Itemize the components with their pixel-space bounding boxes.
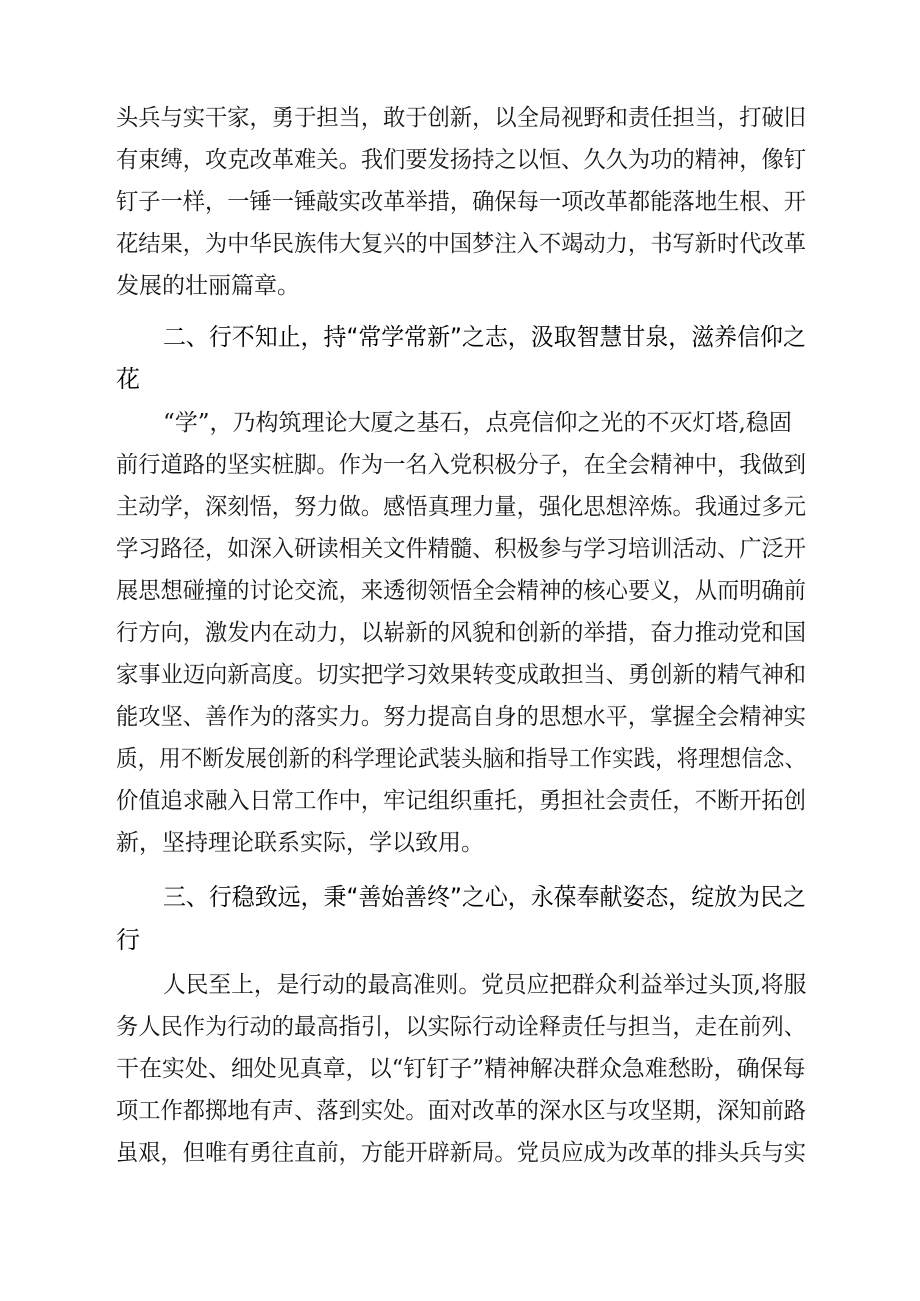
paragraph-line: 能攻坚、善作为的落实力。努力提高自身的思想水平，掌握全会精神实 xyxy=(116,704,806,730)
paragraph-line: 新，坚持理论联系实际，学以致用。 xyxy=(116,830,484,856)
paragraph-line: 钉子一样，一锤一锤敲实改革举措，确保每一项改革都能落地生根、开 xyxy=(116,189,806,215)
heading-line: 花 xyxy=(116,365,140,393)
paragraph-line: 项工作都掷地有声、落到实处。面对改革的深水区与攻坚期，深知前路 xyxy=(116,1098,806,1124)
paragraph-line: 花结果，为中华民族伟大复兴的中国梦注入不竭动力，书写新时代改革 xyxy=(116,231,806,257)
paragraph-line: 虽艰，但唯有勇往直前，方能开辟新局。党员应成为改革的排头兵与实 xyxy=(116,1140,806,1166)
paragraph-line: 人民至上，是行动的最高准则。党员应把群众利益举过头顶,将服 xyxy=(163,972,807,998)
paragraph-line: 家事业迈向新高度。切实把学习效果转变成敢担当、勇创新的精气神和 xyxy=(116,662,806,688)
paragraph-line: 干在实处、细处见真章，以“钉钉子”精神解决群众急难愁盼，确保每 xyxy=(116,1056,806,1082)
paragraph-line: 学习路径，如深入研读相关文件精髓、积极参与学习培训活动、广泛开 xyxy=(116,536,806,562)
paragraph-line: “学”，乃构筑理论大厦之基石，点亮信仰之光的不灭灯塔,稳固 xyxy=(163,410,792,436)
paragraph-line: 务人民作为行动的最高指引，以实际行动诠释责任与担当，走在前列、 xyxy=(116,1014,806,1040)
paragraph-line: 行方向，激发内在动力，以崭新的风貌和创新的举措，奋力推动党和国 xyxy=(116,620,806,646)
paragraph-line: 展思想碰撞的讨论交流，来透彻领悟全会精神的核心要义，从而明确前 xyxy=(116,578,806,604)
heading-line: 三、行稳致远，秉“善始善终”之心，永葆奉献姿态，绽放为民之 xyxy=(163,883,806,911)
heading-line: 行 xyxy=(116,926,140,954)
paragraph-line: 发展的壮丽篇章。 xyxy=(116,273,300,299)
paragraph-line: 质，用不断发展创新的科学理论武装头脑和指导工作实践，将理想信念、 xyxy=(116,746,806,772)
paragraph-line: 头兵与实干家，勇于担当，敢于创新，以全局视野和责任担当，打破旧 xyxy=(116,105,806,131)
heading-line: 二、行不知止，持“常学常新”之志，汲取智慧甘泉，滋养信仰之 xyxy=(163,323,806,351)
paragraph-line: 有束缚，攻克改革难关。我们要发扬持之以恒、久久为功的精神，像钉 xyxy=(116,147,806,173)
paragraph-line: 前行道路的坚实桩脚。作为一名入党积极分子，在全会精神中，我做到 xyxy=(116,452,806,478)
paragraph-line: 价值追求融入日常工作中，牢记组织重托，勇担社会责任，不断开拓创 xyxy=(116,788,806,814)
paragraph-line: 主动学，深刻悟，努力做。感悟真理力量，强化思想淬炼。我通过多元 xyxy=(116,494,806,520)
